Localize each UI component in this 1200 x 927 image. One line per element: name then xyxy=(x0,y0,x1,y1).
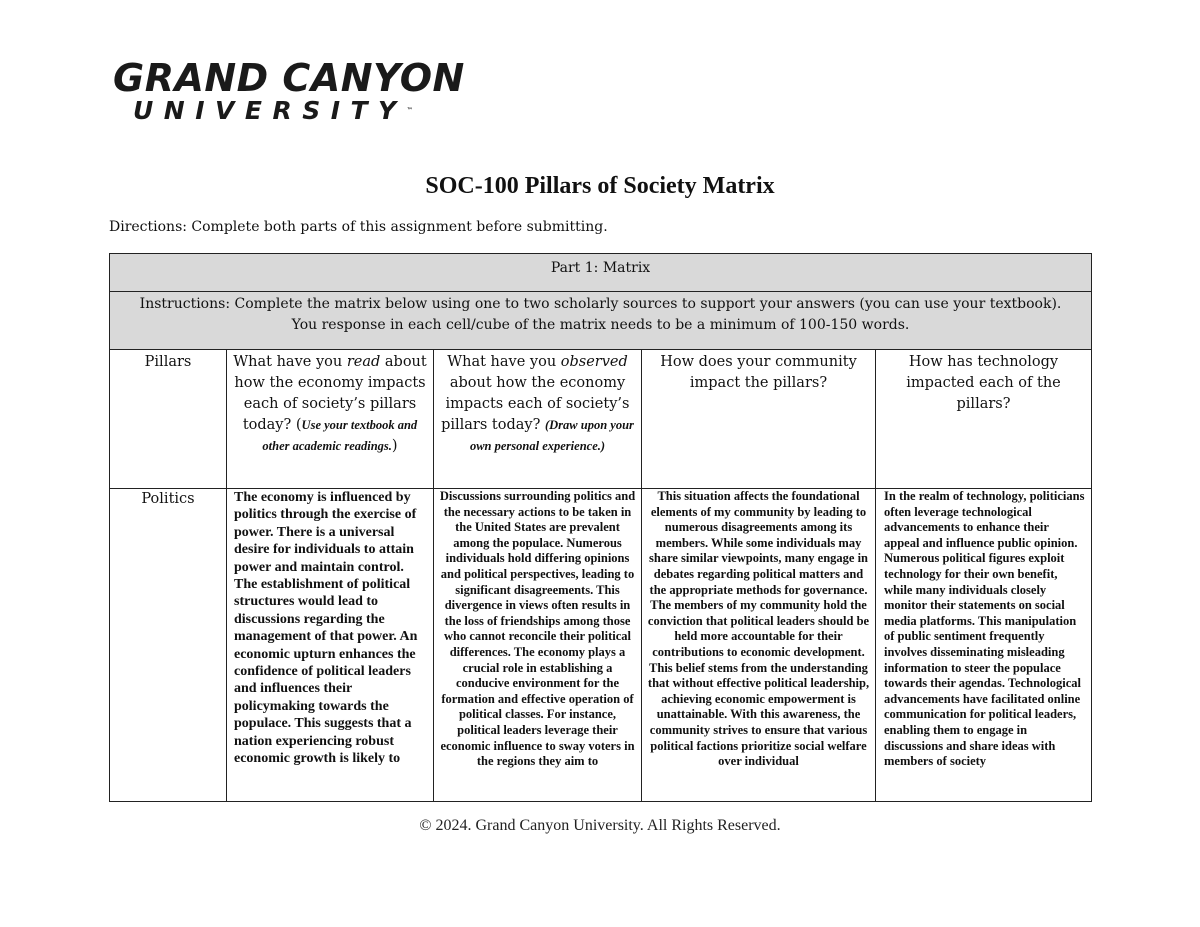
directions-text: Directions: Complete both parts of this assignment before submitting. xyxy=(109,219,608,235)
cell-observed xyxy=(434,489,642,802)
header-read-post: about how the economy impacts each of society’s pillars today? ( xyxy=(234,354,427,433)
header-observed xyxy=(434,350,642,489)
instructions-text: Instructions: Complete the matrix below using one to two scholarly sources to support your answers (you can use your textbook). You response in each cell/cube of the matrix needs to be a minimum of 100-150 words. xyxy=(110,292,1092,350)
part-heading: Part 1: Matrix xyxy=(110,254,1092,292)
header-row xyxy=(110,350,1092,489)
university-logo xyxy=(113,58,465,124)
header-community: How does your community impact the pillars? xyxy=(642,350,876,489)
header-read-em: read xyxy=(346,354,381,370)
cell-observed-text: Discussions surrounding politics and the necessary actions to be taken in the United States are prevalent among the populace. Numerous individuals hold differing opinions and political perspectives, leading to significant disagreements. This divergence in views often results in the loss of friendships among those who cannot reconcile their political differences. The economy plays a crucial role in establishing a conducive environment for the formation and effective operation of political classes. For instance, political leaders leverage their economic influence to sway voters in the regions they aim to xyxy=(439,489,636,769)
logo-line-grand-canyon: GRAND CANYON xyxy=(113,56,465,100)
header-observed-note: (Draw upon your own personal experience.) xyxy=(469,418,634,453)
cell-community-text: This situation affects the foundational elements of my community by leading to numerous disagreements among its members. While some individuals may share similar viewpoints, many engage in debates regarding political matters and the appropriate methods for governance. The members of my community hold the conviction that political leaders should be held more accountable for their contributions to economic development. This belief stems from the understanding that without effective political leadership, achieving economic empowerment is unattainable. With this awareness, the community strives to ensure that various political factions prioritize social welfare over individual xyxy=(647,489,870,769)
header-read-close: ) xyxy=(391,438,398,454)
page-title: SOC-100 Pillars of Society Matrix xyxy=(425,173,775,199)
part-heading-row xyxy=(110,254,1092,292)
pillar-label: Politics xyxy=(110,489,227,802)
logo-university-text: UNIVERSITY xyxy=(133,96,407,125)
cell-read-text: The economy is influenced by politics through the exercise of power. There is a universal desire for individuals to attain power and maintain control. The establishment of political structures would lead to discussions regarding the management of that power. An economic upturn enhances the confidence of political leaders and influences their policymaking towards the populace. This suggests that a nation experiencing robust economic growth is likely to xyxy=(234,490,418,767)
copyright-footer: © 2024. Grand Canyon University. All Rights Reserved. xyxy=(419,817,781,834)
trademark-mark: ™ xyxy=(406,107,413,114)
header-observed-post: about how the economy impacts each of society’s pillars today? xyxy=(441,375,630,433)
cell-technology xyxy=(876,489,1092,802)
table-row xyxy=(110,489,1092,802)
header-read xyxy=(227,350,434,489)
header-observed-em: observed xyxy=(560,354,628,370)
logo-line-university xyxy=(133,98,465,124)
header-read-note: Use your textbook and other academic readings. xyxy=(262,418,418,453)
header-pillars: Pillars xyxy=(110,350,227,489)
cell-community xyxy=(642,489,876,802)
header-read-pre: What have you xyxy=(233,354,347,370)
cell-read xyxy=(227,489,434,802)
cell-technology-text: In the realm of technology, politicians often leverage technological advancements to enhance their appeal and influence public opinion. Numerous political figures exploit technology for their own benefit, while many individuals closely monitor their statements on social media platforms. This manipulation of public sentiment frequently involves disseminating misleading information to steer the populace towards their agendas. Technological advancements have facilitated online communication for political leaders, enabling them to engage in discussions and share ideas with members of society xyxy=(884,489,1085,769)
instructions-row xyxy=(110,292,1092,350)
header-observed-pre: What have you xyxy=(447,354,561,370)
header-technology: How has technology impacted each of the pillars? xyxy=(876,350,1092,489)
pillars-matrix-table xyxy=(109,253,1092,802)
